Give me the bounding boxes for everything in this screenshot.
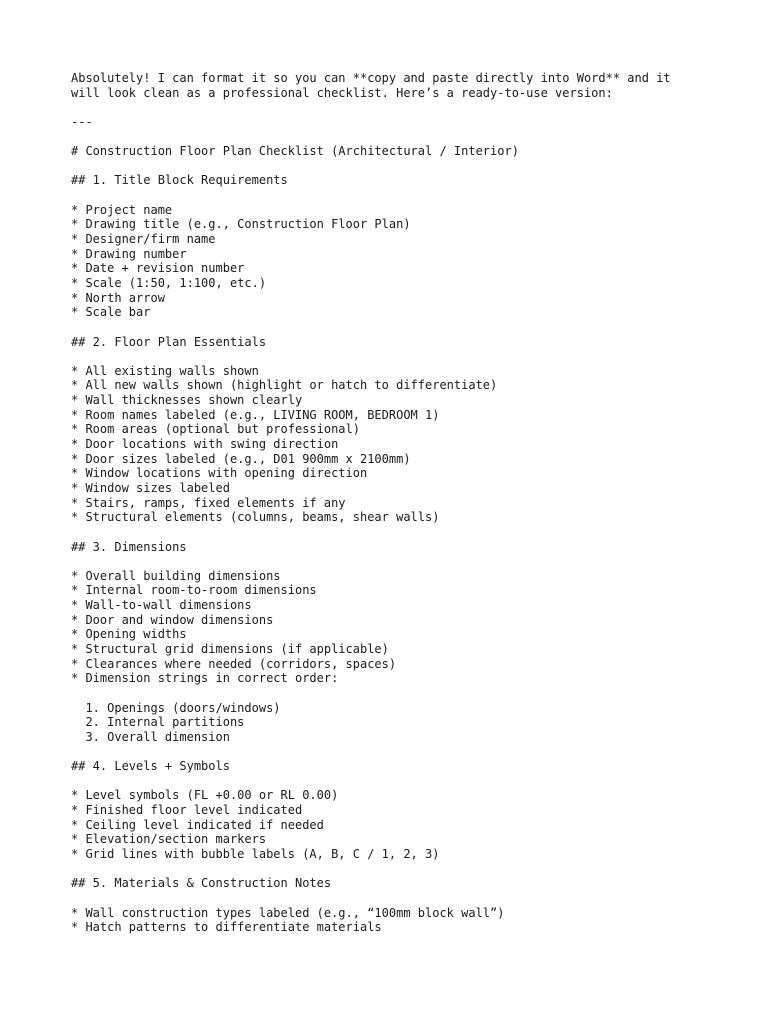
blank-line — [71, 188, 731, 203]
blank-line — [71, 349, 731, 364]
checklist-item: * All existing walls shown — [71, 363, 259, 378]
numbered-item: 1. Openings (doors/windows) — [71, 700, 281, 715]
checklist-item: * Designer/firm name — [71, 232, 216, 247]
numbered-item: 2. Internal partitions — [71, 715, 245, 730]
text-line: Absolutely! I can format it so you can **copy and paste directly into Word** and it — [71, 71, 671, 85]
blank-line — [71, 100, 731, 115]
checklist-item: * Level symbols (FL +0.00 or RL 0.00) — [71, 788, 339, 803]
checklist-item: * Door and window dimensions — [71, 612, 274, 627]
checklist-item: * Dimension strings in correct order: — [71, 671, 339, 686]
checklist-item: * Elevation/section markers — [71, 832, 267, 847]
blank-line — [71, 686, 731, 701]
document-title: # Construction Floor Plan Checklist (Architectural / Interior) — [71, 144, 519, 159]
checklist-item: * Wall-to-wall dimensions — [71, 598, 252, 613]
blank-line — [71, 744, 731, 759]
checklist-item: * Finished floor level indicated — [71, 803, 303, 818]
checklist-item: * Opening widths — [71, 627, 187, 642]
checklist-item: * Window locations with opening direction — [71, 466, 368, 481]
checklist-item: * Room areas (optional but professional) — [71, 422, 360, 437]
document-body — [71, 71, 731, 935]
checklist-item: * Scale (1:50, 1:100, etc.) — [71, 275, 267, 290]
checklist-item: * Door sizes labeled (e.g., D01 900mm x 2100mm) — [71, 451, 411, 466]
checklist-item: * Date + revision number — [71, 261, 245, 276]
checklist-item: * Drawing number — [71, 246, 187, 261]
checklist-item: * Wall thicknesses shown clearly — [71, 393, 303, 408]
blank-line — [71, 320, 731, 335]
text-line: will look clean as a professional checklist. Here’s a ready-to-use version: — [71, 85, 613, 100]
checklist-item: * Room names labeled (e.g., LIVING ROOM, BEDROOM 1) — [71, 407, 440, 422]
checklist-item: * Project name — [71, 202, 173, 217]
section-heading: ## 2. Floor Plan Essentials — [71, 334, 267, 349]
checklist-item: * Overall building dimensions — [71, 568, 281, 583]
checklist-item: * Structural grid dimensions (if applicable) — [71, 641, 389, 656]
blank-line — [71, 554, 731, 569]
checklist-item: * Door locations with swing direction — [71, 437, 339, 452]
blank-line — [71, 862, 731, 877]
checklist-item: * Stairs, ramps, fixed elements if any — [71, 495, 346, 510]
checklist-item: * Scale bar — [71, 305, 151, 320]
divider-line: --- — [71, 114, 93, 129]
blank-line — [71, 130, 731, 145]
checklist-item: * All new walls shown (highlight or hatch to differentiate) — [71, 378, 498, 393]
checklist-item: * Ceiling level indicated if needed — [71, 817, 324, 832]
checklist-item: * Structural elements (columns, beams, shear walls) — [71, 510, 440, 525]
checklist-item: * Internal room-to-room dimensions — [71, 583, 317, 598]
blank-line — [71, 891, 731, 906]
checklist-item: * Window sizes labeled — [71, 480, 230, 495]
checklist-item: * Drawing title (e.g., Construction Floor Plan) — [71, 217, 411, 232]
checklist-item: * Wall construction types labeled (e.g., “100mm block wall”) — [71, 905, 505, 920]
numbered-item: 3. Overall dimension — [71, 729, 230, 744]
checklist-item: * Hatch patterns to differentiate materials — [71, 920, 382, 935]
blank-line — [71, 159, 731, 174]
checklist-item: * Clearances where needed (corridors, spaces) — [71, 656, 397, 671]
blank-line — [71, 774, 731, 789]
section-heading: ## 1. Title Block Requirements — [71, 173, 288, 188]
blank-line — [71, 525, 731, 540]
section-heading: ## 4. Levels + Symbols — [71, 759, 230, 774]
checklist-item: * Grid lines with bubble labels (A, B, C / 1, 2, 3) — [71, 846, 440, 861]
section-heading: ## 5. Materials & Construction Notes — [71, 876, 332, 891]
checklist-item: * North arrow — [71, 290, 165, 305]
section-heading: ## 3. Dimensions — [71, 539, 187, 554]
